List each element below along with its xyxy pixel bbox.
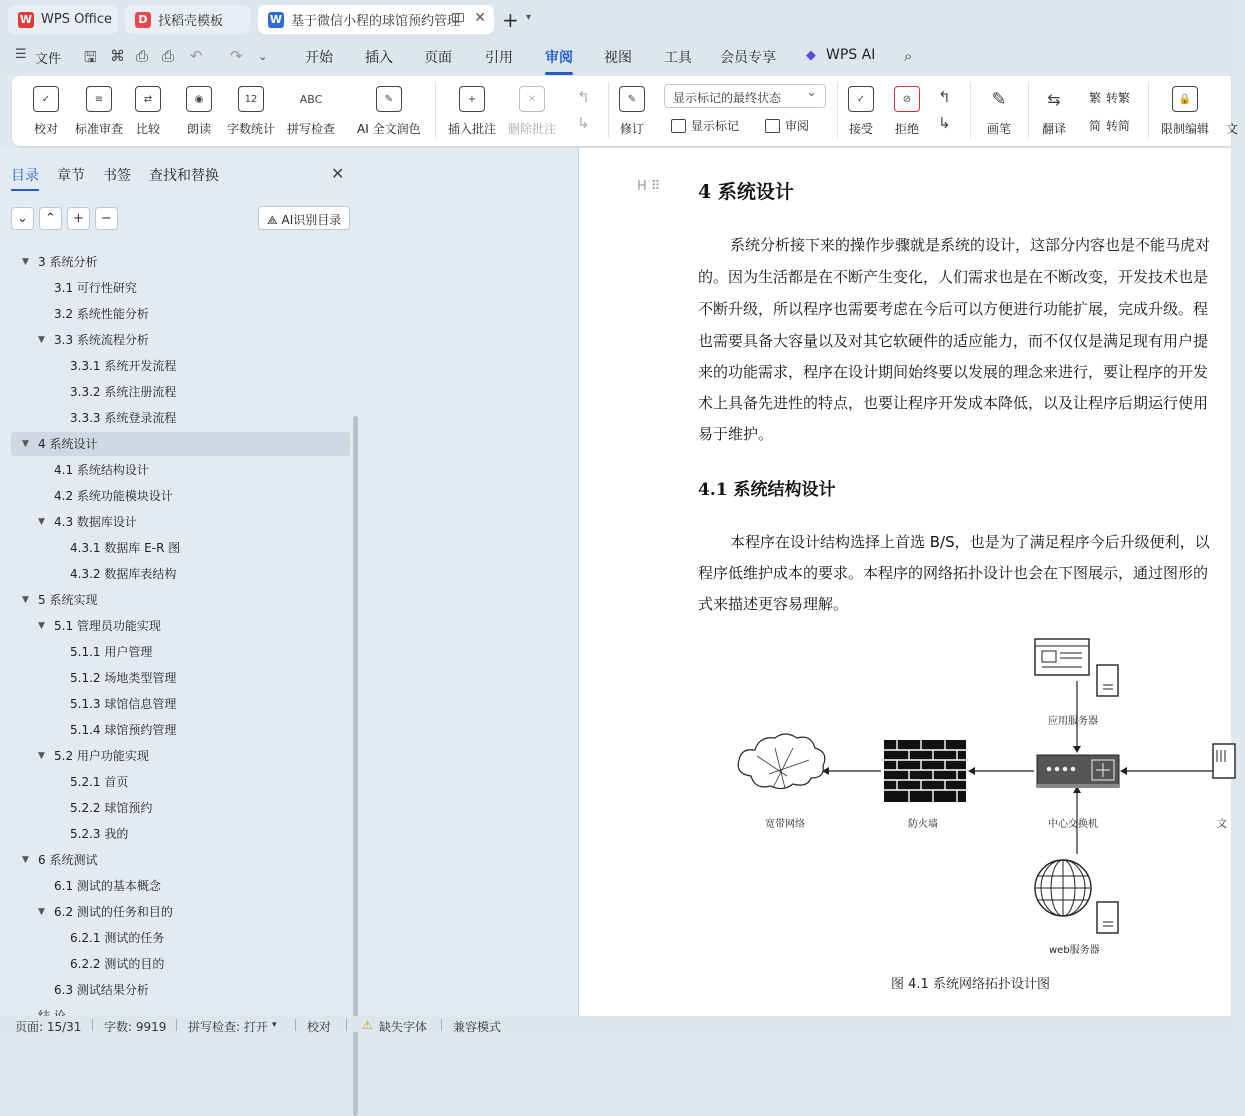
toc-item-label: 4.3.1 数据库 E-R 图	[70, 541, 181, 555]
show-markup-button[interactable]: 显示标记	[671, 117, 739, 134]
compare-icon: ⇄	[135, 86, 161, 112]
ai-polish-icon: ✎	[376, 86, 402, 112]
toc-item[interactable]	[11, 952, 350, 976]
toc-item[interactable]	[11, 926, 350, 950]
toc-item[interactable]	[11, 744, 350, 768]
label-switch: 中心交换机	[1048, 819, 1098, 830]
restrict-edit-button[interactable]: 🔒 限制编辑	[1161, 86, 1209, 137]
toc-item-label: 6.3 测试结果分析	[54, 983, 149, 997]
share-icon[interactable]: ⌘	[110, 47, 125, 65]
review-pane-icon	[765, 119, 780, 133]
ribbon-separator	[1148, 82, 1149, 138]
body-line: 来的功能需求，程序在设计期间始终要以发展的理念来进行，要让程序的开发	[698, 363, 1209, 381]
revise-button[interactable]: ✎ 修订	[619, 86, 645, 137]
status-separator	[441, 1019, 442, 1031]
heading-structure-design: 4.1 系统结构设计	[698, 480, 836, 500]
toc-item-label: 4 系统设计	[38, 437, 98, 451]
toc-item-label: 5.1.2 场地类型管理	[70, 671, 177, 685]
label-file-server: 文	[1217, 819, 1227, 830]
toc-item-label: 5.2 用户功能实现	[54, 749, 149, 763]
globe-web-server-icon	[1035, 860, 1118, 933]
network-topology-diagram	[579, 148, 1231, 1016]
undo-icon[interactable]: ↶	[190, 47, 203, 65]
toc-item-label: 3.3.3 系统登录流程	[70, 411, 177, 425]
accept-button[interactable]: ✓ 接受	[848, 86, 874, 137]
status-page[interactable]: 页面: 15/31	[15, 1020, 82, 1034]
chevron-down-icon[interactable]: ▾	[272, 1020, 277, 1030]
body-line: 程序低维护成本的要求。本程序的网络拓扑设计也会在下图展示，通过图形的	[698, 564, 1209, 582]
toc-item-label: 3.3.1 系统开发流程	[70, 359, 177, 373]
menu-wps-ai[interactable]: WPS AI	[826, 47, 876, 63]
toc-item[interactable]	[11, 796, 350, 820]
status-separator	[92, 1019, 93, 1031]
body-line: 易于维护。	[698, 425, 774, 443]
heading-system-design: 4 系统设计	[698, 181, 794, 203]
file-server-partial-icon	[1213, 744, 1235, 778]
menu-bar	[0, 38, 1231, 74]
toc-item-label: 4.2 系统功能模块设计	[54, 489, 173, 503]
toc-item-label: 6 系统测试	[38, 853, 98, 867]
toc-item-label: 5.2.2 球馆预约	[70, 801, 153, 815]
toc-item-label: 5.2.3 我的	[70, 827, 129, 841]
status-separator	[346, 1019, 347, 1031]
close-panel-icon[interactable]: ✕	[331, 164, 345, 183]
standard-review-icon: ≡	[86, 86, 112, 112]
toc-item[interactable]	[11, 874, 350, 898]
ribbon-separator	[837, 82, 838, 138]
toc-item-label: 6.2.1 测试的任务	[70, 931, 165, 945]
proofread-icon: ✓	[33, 86, 59, 112]
navigation-panel	[0, 148, 362, 1016]
delete-comment-icon: ✕	[519, 86, 545, 112]
ribbon-separator	[1028, 82, 1029, 138]
figure-caption: 图 4.1 系统网络拓扑设计图	[891, 977, 1050, 992]
toc-item-label: 4.3 数据库设计	[54, 515, 137, 529]
toc-item[interactable]	[11, 770, 350, 794]
switch-icon	[1037, 755, 1119, 788]
body-line: 术上具备先进性的特点，也要让程序开发成本降低，以及让程序后期运行使用	[698, 394, 1209, 412]
remove-heading-icon[interactable]: −	[95, 207, 118, 230]
monitor-icon[interactable]	[452, 13, 464, 22]
label-broadband: 宽带网络	[765, 819, 805, 830]
toc-item[interactable]	[11, 614, 350, 638]
menu-home[interactable]: 开始	[305, 50, 333, 66]
standard-review-button[interactable]: ≡ 标准审查	[75, 86, 123, 137]
tab-label: 找稻壳模板	[158, 14, 224, 29]
spell-check-button[interactable]: ABC 拼写检查	[287, 86, 335, 137]
pen-icon: ✎	[991, 88, 1007, 110]
toc-item-label: 5.1.3 球馆信息管理	[70, 697, 177, 711]
toc-item[interactable]	[11, 718, 350, 742]
body-line: 不断升级，所以程序也需要考虑在今后可以方便进行功能扩展，完成升级。程	[698, 300, 1209, 318]
toc-item[interactable]	[11, 640, 350, 664]
firewall-icon	[884, 740, 966, 802]
ribbon-separator	[970, 82, 971, 138]
label-firewall: 防火墙	[908, 819, 938, 830]
wps-logo-icon: W	[19, 13, 33, 26]
toc-item-label: 5.1 管理员功能实现	[54, 619, 161, 633]
writer-doc-icon: W	[269, 13, 283, 26]
show-markup-icon	[671, 119, 686, 133]
label-web-server: web服务器	[1049, 945, 1100, 956]
expand-arrow-icon[interactable]: ▼	[22, 855, 29, 865]
word-count-button[interactable]: 12 字数统计	[227, 86, 275, 137]
toc-item[interactable]	[11, 302, 350, 326]
expand-arrow-icon[interactable]: ▼	[38, 517, 45, 527]
toc-item-label: 6.2 测试的任务和目的	[54, 905, 173, 919]
body-line: 系统分析接下来的操作步骤就是系统的设计，这部分内容也是不能马虎对	[730, 236, 1211, 254]
body-line: 本程序在设计结构选择上首选 B/S，也是为了满足程序今后升级便利，以	[730, 533, 1210, 551]
read-aloud-icon: ◉	[186, 86, 212, 112]
document-partial-button[interactable]: 文	[1219, 86, 1245, 137]
menu-references[interactable]: 引用	[485, 50, 513, 66]
toc-item[interactable]	[11, 666, 350, 690]
document-icon	[1219, 86, 1245, 112]
accept-icon: ✓	[848, 86, 874, 112]
tab-label: WPS Office	[41, 12, 113, 27]
ai-icon: ⟁	[267, 213, 282, 227]
proofread-button[interactable]: ✓ 校对	[33, 86, 59, 137]
menu-page[interactable]: 页面	[424, 50, 452, 66]
menu-file[interactable]: 文件	[35, 52, 62, 67]
revise-icon: ✎	[619, 86, 645, 112]
expand-arrow-icon[interactable]: ▼	[38, 621, 45, 631]
status-proofread[interactable]: 校对	[307, 1020, 332, 1034]
tab-chapters[interactable]: 章节	[57, 168, 85, 184]
reject-icon: ⊘	[894, 86, 920, 112]
status-missing-font[interactable]: 缺失字体	[379, 1020, 428, 1034]
print-icon[interactable]: ⎙	[136, 47, 149, 65]
status-spell-check[interactable]: 拼写检查: 打开	[188, 1020, 268, 1034]
add-heading-icon[interactable]: +	[67, 207, 90, 230]
pen-button[interactable]: ✎ 画笔	[986, 86, 1012, 137]
toc-item-label: 3.3.2 系统注册流程	[70, 385, 177, 399]
collapse-up-icon[interactable]: ⌃	[39, 207, 62, 230]
ai-polish-button[interactable]: ✎ AI 全文润色	[357, 86, 421, 137]
toc-item[interactable]	[11, 250, 350, 274]
toc-item-label: 3.1 可行性研究	[54, 281, 137, 295]
read-aloud-button[interactable]: ◉ 朗读	[186, 86, 212, 137]
docer-logo-icon: D	[135, 12, 151, 28]
tab-toc[interactable]: 目录	[11, 165, 39, 185]
translate-button[interactable]: ⇆ 翻译	[1041, 86, 1067, 137]
insert-comment-button[interactable]: + 插入批注	[448, 86, 496, 137]
label-app-server: 应用服务器	[1048, 716, 1098, 727]
toc-item[interactable]	[11, 848, 350, 872]
toc-item-label: 5.1.1 用户管理	[70, 645, 153, 659]
print-preview-icon[interactable]: ⎙	[162, 47, 175, 65]
menu-insert[interactable]: 插入	[365, 50, 393, 66]
toc-item[interactable]	[11, 458, 350, 482]
menu-member[interactable]: 会员专享	[720, 50, 776, 66]
prev-change-icon[interactable]: ↰	[938, 88, 951, 106]
toc-item[interactable]	[11, 380, 350, 404]
toc-item-label: 3.3 系统流程分析	[54, 333, 149, 347]
search-icon[interactable]: ⌕	[904, 47, 913, 65]
heading-handle-icon[interactable]: H ⠿	[637, 179, 661, 194]
expand-arrow-icon[interactable]: ▼	[38, 751, 45, 761]
to-simplified-button[interactable]: 简 转简	[1089, 119, 1131, 133]
ribbon-separator	[435, 82, 436, 138]
expand-arrow-icon[interactable]: ▼	[38, 907, 45, 917]
toc-item-label: 6.1 测试的基本概念	[54, 879, 161, 893]
toc-item-label: 3 系统分析	[38, 255, 98, 269]
tab-label: 基于微信小程的球馆预约管理	[291, 14, 461, 29]
delete-comment-button[interactable]: ✕ 删除批注	[508, 86, 556, 137]
tab-document[interactable]	[258, 5, 494, 34]
toc-item[interactable]	[11, 328, 350, 352]
toc-item-label: 3.2 系统性能分析	[54, 307, 149, 321]
toc-item-label: 5.1.4 球馆预约管理	[70, 723, 177, 737]
insert-comment-icon: +	[459, 86, 485, 112]
simplified-icon: 简	[1089, 119, 1102, 133]
status-bar	[0, 1016, 1231, 1032]
quick-access-more-icon[interactable]: ⌄	[258, 50, 268, 63]
menu-review[interactable]: 审阅	[545, 47, 573, 67]
toc-scrollbar[interactable]	[353, 416, 358, 1116]
traditional-icon: 繁	[1089, 91, 1102, 105]
toc-item[interactable]	[11, 406, 350, 430]
toc-item[interactable]	[11, 510, 350, 534]
tab-template[interactable]	[125, 5, 250, 34]
prev-comment-icon[interactable]: ↰	[577, 88, 590, 106]
redo-icon[interactable]: ↷	[230, 47, 243, 65]
tab-wps-office[interactable]	[8, 5, 118, 34]
wps-ai-icon: ◆	[806, 48, 816, 63]
ribbon-separator	[608, 82, 609, 138]
translate-icon: ⇆	[1047, 89, 1061, 109]
spell-check-icon: ABC	[299, 92, 323, 106]
toc-item[interactable]	[11, 484, 350, 508]
lock-icon: 🔒	[1172, 86, 1198, 112]
close-tab-icon[interactable]: ✕	[474, 10, 486, 26]
warning-icon: ⚠	[362, 1018, 373, 1032]
review-pane-button[interactable]: 审阅	[765, 117, 809, 134]
body-line: 的。因为生活都是在不断产生变化，人们需求也是在不断改变，开发技术也是	[698, 268, 1209, 286]
toc-item-label: 5 系统实现	[38, 593, 98, 607]
next-comment-icon[interactable]: ↳	[577, 114, 590, 132]
new-tab-icon[interactable]: +	[502, 8, 519, 32]
next-change-icon[interactable]: ↳	[938, 114, 951, 132]
menu-view[interactable]: 视图	[604, 50, 632, 66]
toc-item-label: 4.1 系统结构设计	[54, 463, 149, 477]
toc-item[interactable]	[11, 354, 350, 378]
document-page[interactable]	[579, 148, 1231, 1016]
chevron-down-icon[interactable]: ▾	[526, 12, 532, 23]
markup-state-select[interactable]: 显示标记的最终状态 ⌄	[664, 84, 826, 108]
compare-button[interactable]: ⇄ 比较	[135, 86, 161, 137]
status-separator	[295, 1019, 296, 1031]
ai-toc-button[interactable]: ⟁ AI识别目录	[258, 206, 350, 230]
toc-item-label: 5.2.1 首页	[70, 775, 129, 789]
toc-item[interactable]	[11, 276, 350, 300]
toc-item[interactable]	[11, 692, 350, 716]
word-count-icon: 12	[238, 86, 264, 112]
toc-item[interactable]	[11, 822, 350, 846]
expand-arrow-icon[interactable]: ▼	[22, 595, 29, 605]
cloud-network-icon	[738, 734, 825, 789]
menu-tools[interactable]: 工具	[664, 50, 692, 66]
tab-find-replace[interactable]: 查找和替换	[149, 168, 219, 184]
reject-button[interactable]: ⊘ 拒绝	[894, 86, 920, 137]
status-separator	[176, 1019, 177, 1031]
toc-item[interactable]	[11, 978, 350, 1002]
toc-item-label: 4.3.2 数据库表结构	[70, 567, 177, 581]
status-word-count[interactable]: 字数: 9919	[104, 1020, 167, 1034]
toc-item-label: 6.2.2 测试的目的	[70, 957, 165, 971]
tab-bookmarks[interactable]: 书签	[103, 168, 131, 184]
hamburger-icon[interactable]: ☰	[15, 47, 27, 62]
expand-arrow-icon[interactable]: ▼	[22, 439, 29, 449]
toc-item[interactable]	[11, 432, 350, 456]
toc-item[interactable]	[11, 536, 350, 560]
save-icon[interactable]: 🖫	[84, 48, 97, 66]
body-line: 也需要具备大容量以及对其它软硬件的适应能力，而不仅仅是满足现有用户提	[698, 332, 1209, 350]
toc-item[interactable]	[11, 900, 350, 924]
toc-item[interactable]	[11, 562, 350, 586]
status-compat-mode: 兼容模式	[453, 1020, 502, 1034]
expand-arrow-icon[interactable]: ▼	[22, 257, 29, 267]
body-line: 式来描述更容易理解。	[698, 595, 849, 613]
tab-bar	[0, 0, 1231, 38]
toc-item[interactable]	[11, 588, 350, 612]
to-traditional-button[interactable]: 繁 转繁	[1089, 91, 1131, 105]
expand-arrow-icon[interactable]: ▼	[38, 335, 45, 345]
collapse-down-icon[interactable]: ⌄	[11, 207, 34, 230]
